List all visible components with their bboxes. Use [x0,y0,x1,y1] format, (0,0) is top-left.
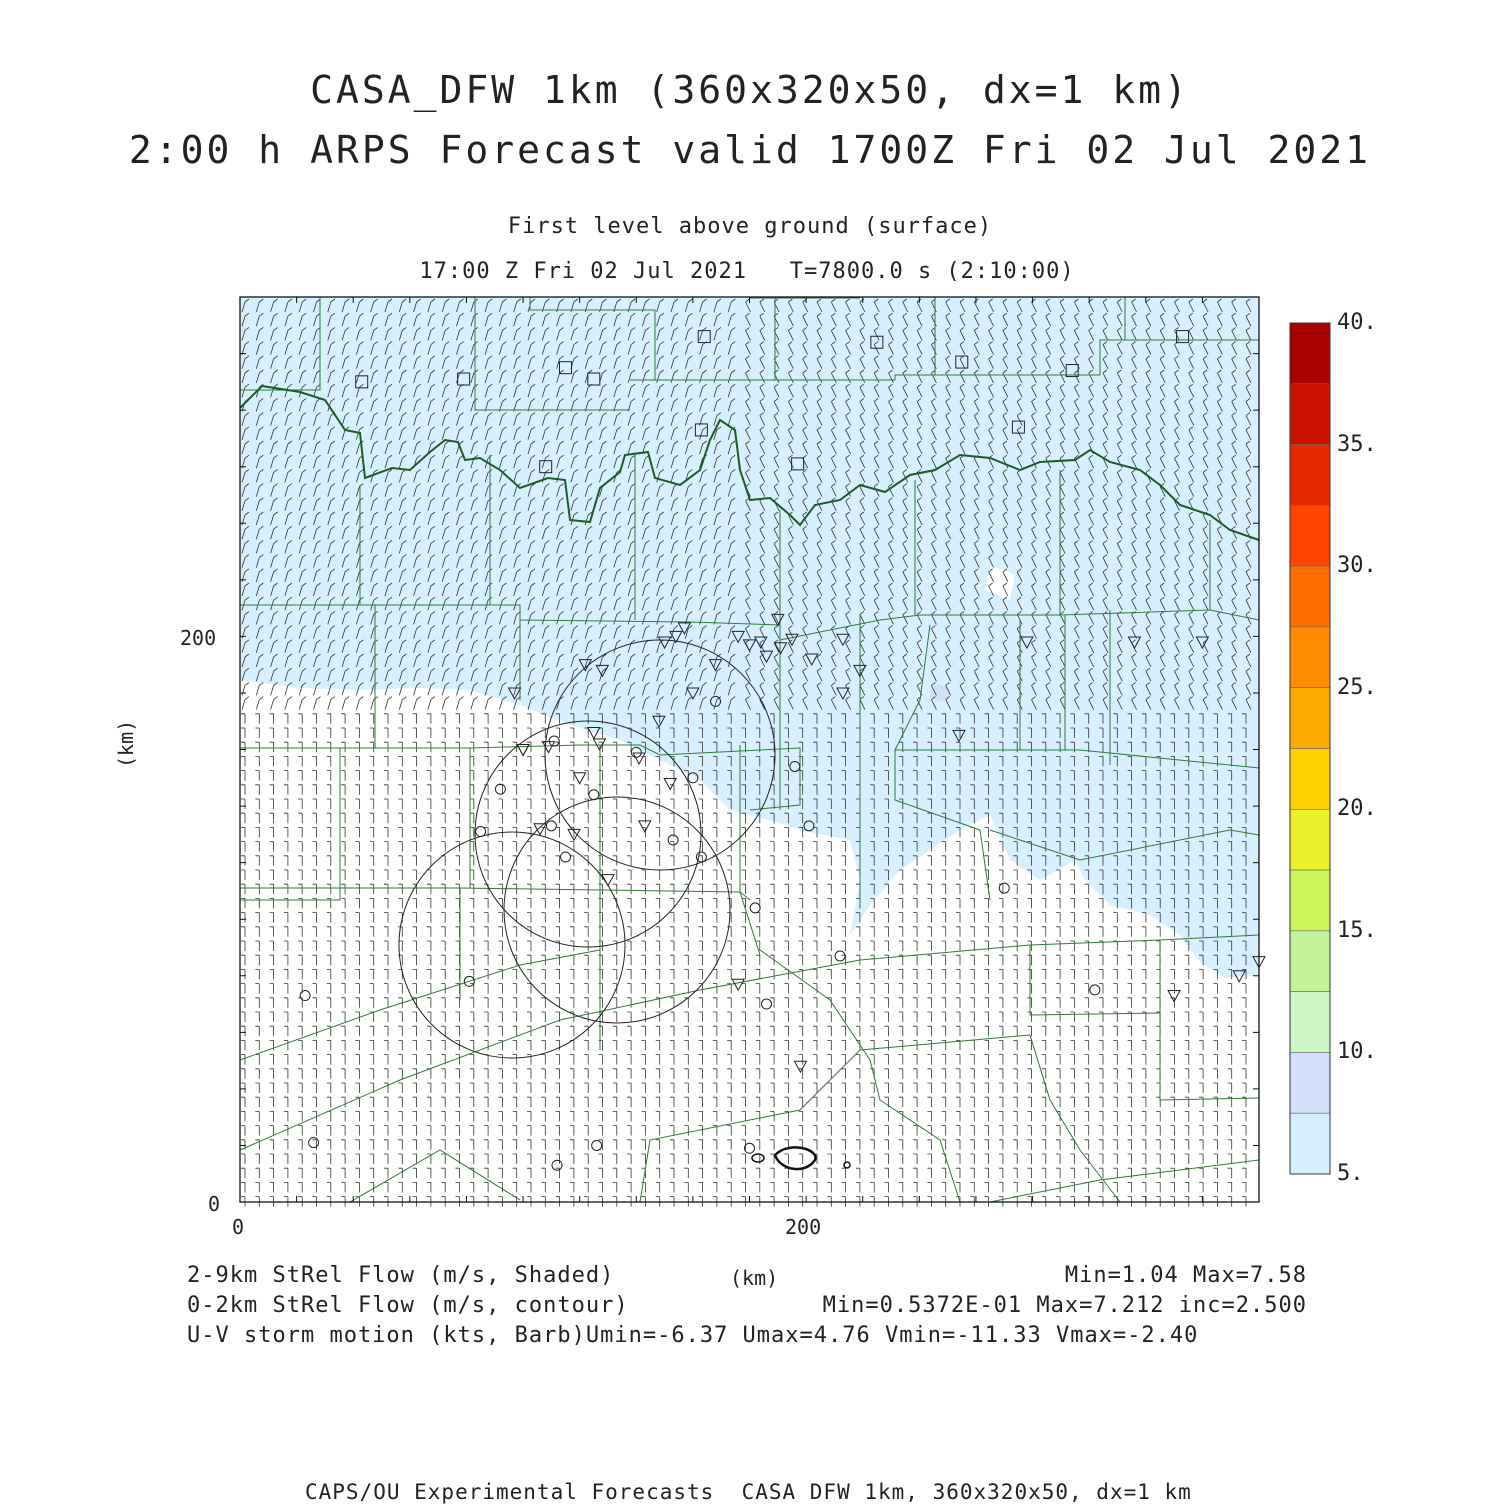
county-line [1030,1035,1120,1202]
station-circle [589,790,599,800]
colorbar-swatch [1290,627,1330,688]
contour-closed [775,1147,816,1169]
county-line [240,945,1030,1150]
colorbar-swatch [1290,323,1330,384]
colorbar-swatch [1290,1113,1330,1174]
title-line-1: CASA_DFW 1km (360x320x50, dx=1 km) [310,68,1190,112]
legend-line1-left: 2-9km StRel Flow (m/s, Shaded) [187,1263,615,1288]
station-circle [546,821,556,831]
level-label: First level above ground (surface) [507,214,993,239]
county-line [240,748,340,900]
station-triangle [732,979,744,990]
station-circle [476,827,486,837]
county-line [1030,945,1160,1015]
y-axis-label: (km) [114,719,138,768]
colorbar [1290,323,1330,1174]
legend-line2-left: 0-2km StRel Flow (m/s, contour) [187,1293,629,1318]
footer-credit: CAPS/OU Experimental Forecasts CASA DFW 1km, 360x320x50, dx=1 km [305,1480,1192,1504]
colorbar-label: 25. [1337,674,1377,700]
station-circle [761,999,771,1009]
x-tick-200: 200 [785,1215,822,1239]
colorbar-swatch [1290,1052,1330,1113]
station-circle [552,1160,562,1170]
time-label: 17:00 Z Fri 02 Jul 2021 T=7800.0 s (2:10:00) [419,259,1075,284]
colorbar-swatch [1290,688,1330,749]
y-tick-200: 200 [180,626,217,650]
y-tick-0: 0 [208,1192,221,1216]
station-circle [300,991,310,1001]
station-circle [696,852,706,862]
county-line [350,1150,520,1202]
county-line [640,1035,1030,1202]
station-circle [999,883,1009,893]
station-triangle [602,875,614,886]
colorbar-swatch [1290,870,1330,931]
station-triangle [664,778,676,789]
station-triangle [593,739,605,750]
colorbar-swatch [1290,566,1330,627]
legend-line1-xlabel: (km) [730,1266,779,1290]
colorbar-label: 15. [1337,917,1377,943]
contour-closed [844,1162,850,1168]
county-line [240,950,600,1060]
contour-ring [399,832,625,1058]
station-triangle [794,1061,806,1072]
station-triangle [1168,991,1180,1002]
legend-line1-right: Min=1.04 Max=7.58 [1064,1263,1307,1288]
colorbar-swatch [1290,445,1330,506]
station-triangle [543,742,555,753]
station-circle [835,951,845,961]
station-circle [495,784,505,794]
station-circle [561,852,571,862]
station-triangle [574,773,586,784]
colorbar-label: 10. [1337,1039,1377,1065]
station-triangle [639,821,651,832]
station-circle [549,736,559,746]
station-circle [592,1140,602,1150]
station-circle [745,1143,755,1153]
legend-line3: U-V storm motion (kts, Barb)Umin=-6.37 Umax=4.76 Vmin=-11.33 Vmax=-2.40 [187,1323,1199,1348]
colorbar-label: 5. [1337,1161,1364,1186]
colorbar-label: 40. [1337,310,1377,335]
title-line-2: 2:00 h ARPS Forecast valid 1700Z Fri 02 Jul 2021 [128,128,1372,172]
contour-closed [752,1154,764,1162]
station-circle [1090,985,1100,995]
colorbar-label: 35. [1337,431,1377,457]
station-circle [309,1138,319,1148]
x-tick-0: 0 [232,1215,245,1239]
colorbar-label: 30. [1337,553,1377,579]
colorbar-swatch [1290,992,1330,1053]
colorbar-swatch [1290,809,1330,870]
station-circle [750,903,760,913]
station-triangle [534,824,546,835]
station-circle [668,835,678,845]
county-line [990,1160,1259,1202]
station-triangle [633,753,645,764]
colorbar-swatch [1290,384,1330,445]
colorbar-swatch [1290,749,1330,810]
colorbar-swatch [1290,931,1330,992]
colorbar-label: 20. [1337,796,1377,822]
legend-line2-right: Min=0.5372E-01 Max=7.212 inc=2.500 [822,1293,1307,1318]
colorbar-swatch [1290,505,1330,566]
station-circle [631,747,641,757]
